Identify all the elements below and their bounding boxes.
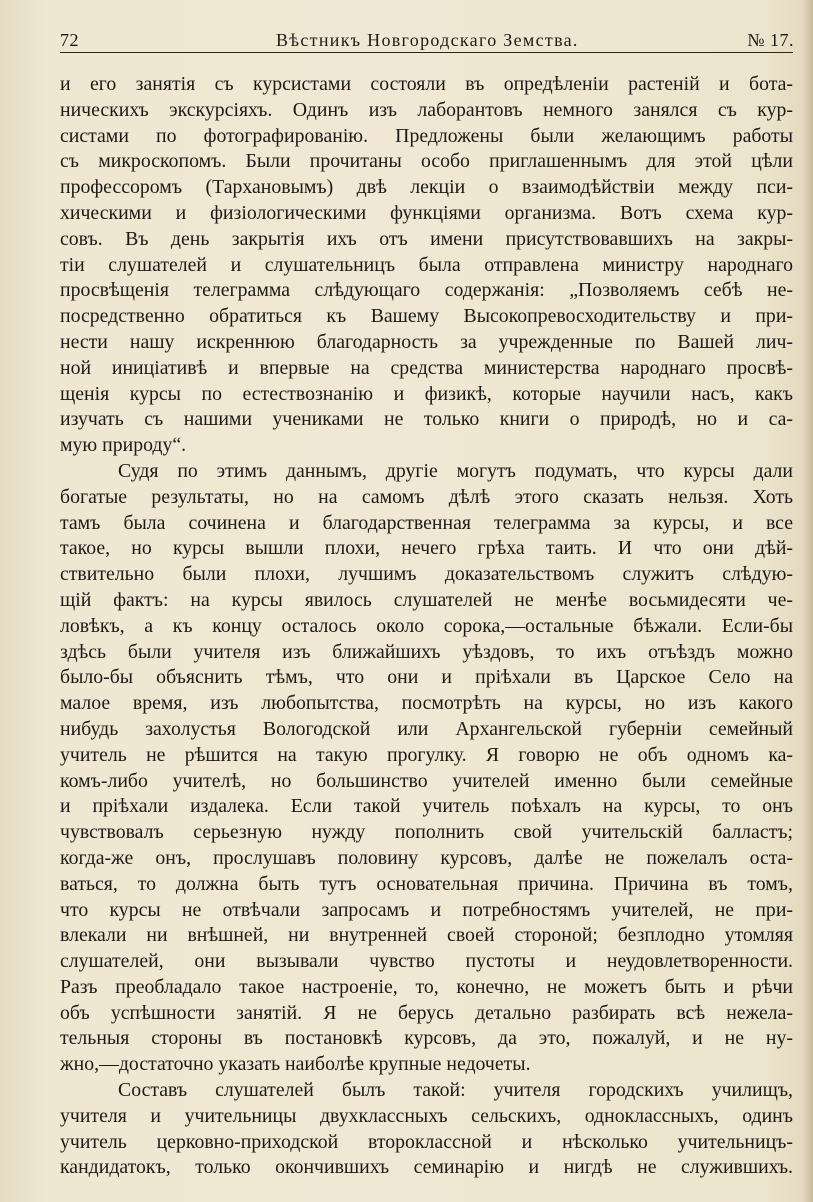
text-line: ной иниціативѣ и впервые на средства министерства народнаго просвѣ- <box>60 356 793 379</box>
text-line: совъ. Въ день закрытія ихъ отъ имени присутствовавшихъ на закры- <box>60 227 793 250</box>
page-number: 72 <box>60 30 79 50</box>
text-line: кандидатокъ, только окончившихъ семинарію и нигдѣ не служившихъ. <box>60 1156 793 1179</box>
paragraph-end-line: мую природу“. <box>60 434 187 457</box>
text-line: ваться, то должна быть тутъ основательная причина. Причина въ томъ, <box>60 872 793 895</box>
text-line: нести нашу искреннюю благодарность за учрежденные по Вашей лич- <box>60 330 793 353</box>
text-line: просвѣщенія телеграмма слѣдующаго содержанія: „Позволяемъ себѣ не- <box>60 279 793 302</box>
article-body <box>60 72 793 1181</box>
text-line: нибудь захолустья Вологодской или Архангельской губерніи семейный <box>60 717 793 740</box>
text-line: учитель не рѣшится на такую прогулку. Я говорю не объ одномъ ка- <box>60 743 793 766</box>
text-line: посредственно обратиться къ Вашему Высокопревосходительству и при- <box>60 305 793 328</box>
text-line: тельныя стороны въ постановкѣ курсовъ, да это, пожалуй, и не ну- <box>60 1027 793 1050</box>
text-line: и пріѣхали издалека. Если такой учитель поѣхалъ на курсы, то онъ <box>60 795 793 818</box>
text-line: богатые результаты, но на самомъ дѣлѣ этого сказать нельзя. Хоть <box>60 485 793 508</box>
text-line: хическими и физіологическими функціями организма. Вотъ схема кур- <box>60 201 793 224</box>
text-line: щій фактъ: на курсы явилось слушателей не менѣе восьмидесяти че- <box>60 588 793 611</box>
text-line: профессоромъ (Тархановымъ) двѣ лекціи о взаимодѣйствіи между пси- <box>60 176 793 199</box>
text-line: здѣсь были учителя изъ ближайшихъ уѣздовъ, то ихъ отъѣздъ можно <box>60 640 793 663</box>
text-line: систами по фотографированію. Предложены были желающимъ работы <box>60 124 793 147</box>
text-line: было-бы объяснить тѣмъ, что они и пріѣхали въ Царское Село на <box>60 666 793 689</box>
running-header <box>60 30 794 54</box>
text-line: учитель церковно-приходской второклассной и нѣсколько учительницъ- <box>60 1130 793 1153</box>
paragraph-end-line: жно,—достаточно указать наиболѣе крупные недочеты. <box>60 1053 531 1076</box>
issue-number: № 17. <box>747 30 794 50</box>
page-edge-shadow <box>803 0 813 1202</box>
text-line: слушателей, они вызывали чувство пустоты и неудовлетворенности. <box>60 950 793 973</box>
paragraph-first-line: Судя по этимъ даннымъ, другіе могутъ подумать, что курсы дали <box>118 459 793 482</box>
text-line: чувствовалъ серьезную нужду пополнить свой учительскій балластъ; <box>60 821 793 844</box>
text-line: объ успѣшности занятій. Я не берусь детально разбирать всѣ нежела- <box>60 1001 793 1024</box>
text-line: что курсы не отвѣчали запросамъ и потребностямъ учителей, не при- <box>60 898 793 921</box>
text-line: когда-же онъ, прослушавъ половину курсовъ, далѣе не пожелалъ оста- <box>60 846 793 869</box>
text-line: ствительно были плохи, лучшимъ доказательствомъ служитъ слѣдую- <box>60 563 793 586</box>
text-line: ническихъ экскурсіяхъ. Одинъ изъ лаборантовъ немного занялся съ кур- <box>60 98 793 121</box>
text-line: съ микроскопомъ. Были прочитаны особо приглашеннымъ для этой цѣли <box>60 150 793 173</box>
text-line: тамъ была сочинена и благодарственная телеграмма за курсы, и все <box>60 511 793 534</box>
text-line: комъ-либо учителѣ, но большинство учителей именно были семейные <box>60 769 793 792</box>
text-line: такое, но курсы вышли плохи, нечего грѣха таить. И что они дѣй- <box>60 537 793 560</box>
text-line: Разъ преобладало такое настроеніе, то, конечно, не можетъ быть и рѣчи <box>60 975 793 998</box>
text-line: малое время, изъ любопытства, посмотрѣть на курсы, но изъ какого <box>60 692 793 715</box>
header-rule <box>60 52 793 53</box>
text-line: изучать съ нашими учениками не только книги о природѣ, но и са- <box>60 408 793 431</box>
text-line: и его занятія съ курсистами состояли въ опредѣленіи растеній и бота- <box>60 73 793 95</box>
journal-title: Вѣстникъ Новгородскаго Земства. <box>276 30 579 50</box>
text-line: влекали ни внѣшней, ни внутренней своей стороной; безплодно утомляя <box>60 924 793 947</box>
text-line: тіи слушателей и слушательницъ была отправлена министру народнаго <box>60 253 793 276</box>
text-line: ловѣкъ, а къ концу осталось около сорока,—остальные бѣжали. Если-бы <box>60 614 793 637</box>
text-line: щенія курсы по естествознанію и физикѣ, которые научили насъ, какъ <box>60 382 793 405</box>
text-line: учителя и учительницы двухклассныхъ сельскихъ, одноклассныхъ, одинъ <box>60 1104 793 1127</box>
paragraph-first-line: Составъ слушателей былъ такой: учителя городскихъ училищъ, <box>118 1079 793 1102</box>
